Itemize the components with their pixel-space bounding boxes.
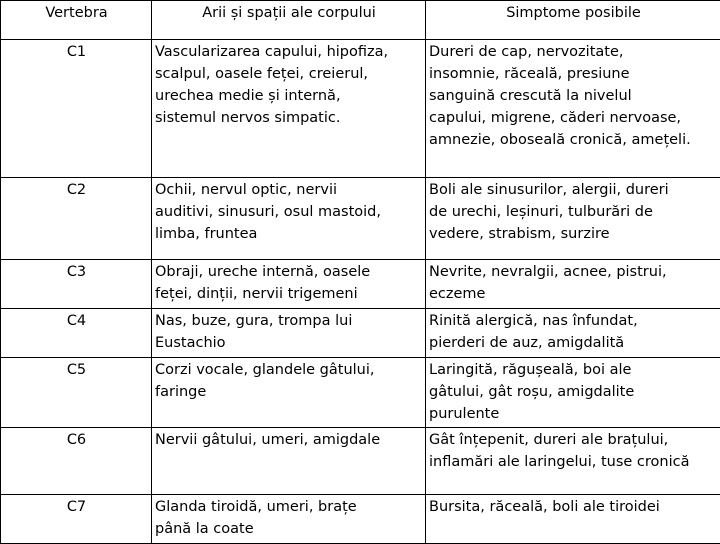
header-symptoms: Simptome posibile xyxy=(426,1,720,40)
areas-cell: Obraji, ureche internă, oasele feței, dinții, nervii trigemeni xyxy=(152,260,426,309)
areas-cell: Corzi vocale, glandele gâtului, faringe xyxy=(152,358,426,428)
symptoms-cell: Laringită, răgușeală, boi ale gâtului, gât roșu, amigdalite purulente xyxy=(426,358,720,428)
vertebra-cell: C7 xyxy=(1,495,152,544)
table-row xyxy=(1,178,720,260)
areas-cell: Nas, buze, gura, trompa lui Eustachio xyxy=(152,309,426,358)
table-row xyxy=(1,495,720,544)
vertebra-cell: C3 xyxy=(1,260,152,309)
symptoms-cell: Gât înțepenit, dureri ale brațului, inflamări ale laringelui, tuse cronică xyxy=(426,428,720,495)
symptoms-cell: Bursita, răceală, boli ale tiroidei xyxy=(426,495,720,544)
table-row xyxy=(1,309,720,358)
symptoms-cell: Dureri de cap, nervozitate, insomnie, răceală, presiune sanguină crescută la nivelul capului, migrene, căderi nervoase, amnezie, oboseală cronică, amețeli. xyxy=(426,40,720,178)
areas-cell: Glanda tiroidă, umeri, brațe până la coate xyxy=(152,495,426,544)
symptoms-cell: Rinită alergică, nas înfundat, pierderi de auz, amigdalită xyxy=(426,309,720,358)
areas-cell: Vascularizarea capului, hipofiza, scalpul, oasele feței, creierul, urechea medie și internă, sistemul nervos simpatic. xyxy=(152,40,426,178)
table-row xyxy=(1,40,720,178)
vertebra-cell: C4 xyxy=(1,309,152,358)
vertebra-cell: C1 xyxy=(1,40,152,178)
header-vertebra: Vertebra xyxy=(1,1,152,40)
header-body-areas: Arii și spații ale corpului xyxy=(152,1,426,40)
symptoms-cell: Boli ale sinusurilor, alergii, dureri de urechi, leșinuri, tulburări de vedere, strabism, surzire xyxy=(426,178,720,260)
symptoms-cell: Nevrite, nevralgii, acnee, pistrui, eczeme xyxy=(426,260,720,309)
vertebra-cell: C2 xyxy=(1,178,152,260)
table-row xyxy=(1,428,720,495)
vertebra-cell: C5 xyxy=(1,358,152,428)
vertebra-cell: C6 xyxy=(1,428,152,495)
areas-cell: Ochii, nervul optic, nervii auditivi, sinusuri, osul mastoid, limba, fruntea xyxy=(152,178,426,260)
header-row xyxy=(1,1,720,40)
table-row xyxy=(1,260,720,309)
areas-cell: Nervii gâtului, umeri, amigdale xyxy=(152,428,426,495)
table-row xyxy=(1,358,720,428)
